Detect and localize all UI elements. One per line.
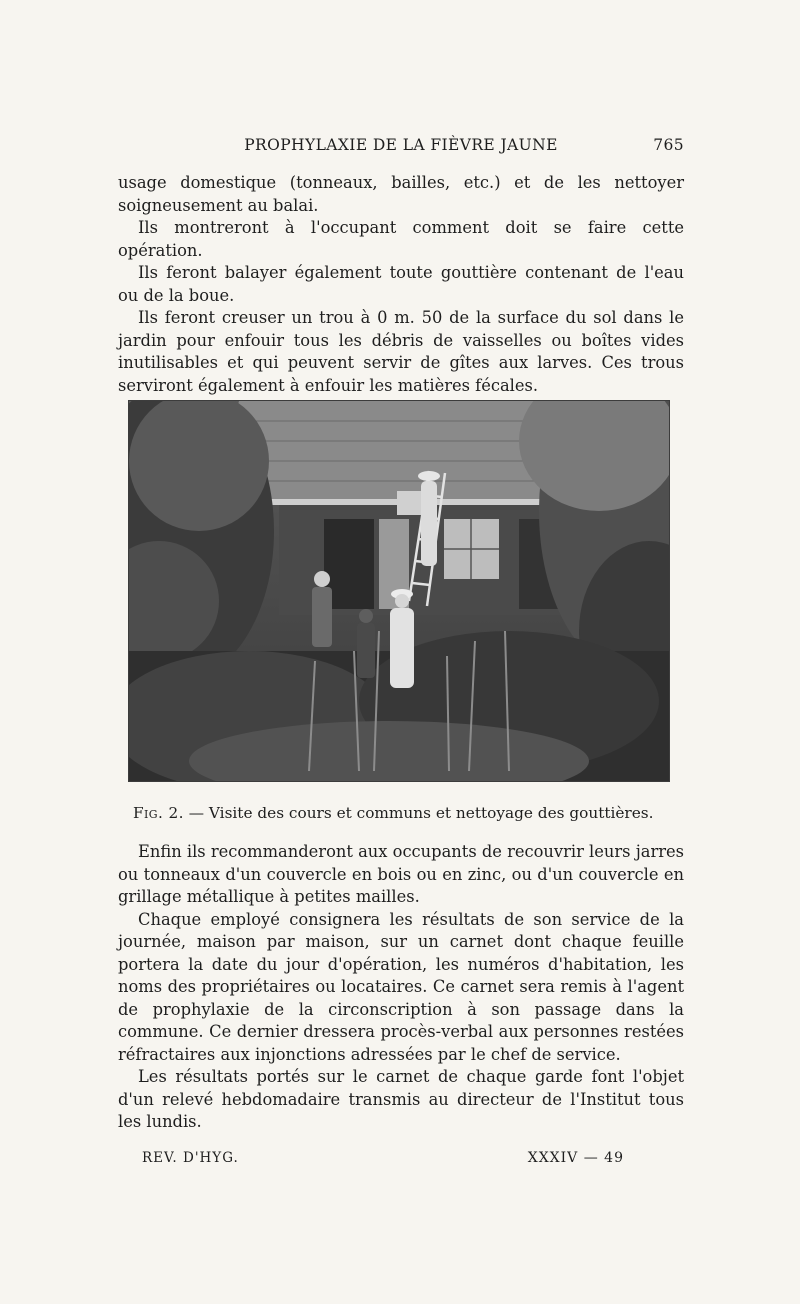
text-block-bottom bbox=[118, 841, 684, 1134]
paragraph: usage domestique (tonneaux, bailles, etc.) et de les nettoyer soigneusement au balai. bbox=[118, 173, 684, 215]
paragraph: Ils feront balayer également toute gouttière contenant de l'eau ou de la boue. bbox=[118, 263, 684, 305]
journal-abbreviation: REV. D'HYG. bbox=[142, 1150, 239, 1166]
paragraph: Enfin ils recommanderont aux occupants de recouvrir leurs jarres ou tonneaux d'un couvercle en bois ou en zinc, ou d'un couvercle en grillage métallique à petites mailles. bbox=[118, 842, 685, 906]
volume-signature: XXXIV — 49 bbox=[527, 1150, 624, 1166]
paragraph: Les résultats portés sur le carnet de chaque garde font l'objet d'un relevé hebdomadaire transmis au directeur de l'Institut tous les lundis. bbox=[118, 1067, 684, 1131]
paragraph: Ils montreront à l'occupant comment doit se faire cette opération. bbox=[118, 218, 684, 260]
figure-label: Fig. 2. bbox=[133, 804, 184, 822]
photo-garden-house bbox=[129, 401, 669, 781]
paragraph: Chaque employé consignera les résultats de son service de la journée, maison par maison, sur un carnet dont chaque feuille portera la date du jour d'opération, les numéros d'habitation, les noms des propriétaires ou locataires. Ce carnet sera remis à l'agent de prophylaxie de la circonscription à son passage dans la commune. Ce dernier dressera procès-verbal aux personnes restées réfractaires aux injonctions adressées par le chef de service. bbox=[118, 909, 684, 1064]
figure-caption-text: — Visite des cours et communs et nettoyage des gouttières. bbox=[183, 804, 654, 822]
paragraph: Ils feront creuser un trou à 0 m. 50 de la surface du sol dans le jardin pour enfouir tous les débris de vaisselles ou boîtes vides inutilisables et qui peuvent servir de gîtes aux larves. Ces trous serviront également à enfouir les matières fécales. bbox=[118, 308, 684, 395]
figure-caption bbox=[133, 804, 673, 822]
running-title: PROPHYLAXIE DE LA FIÈVRE JAUNE bbox=[244, 136, 558, 154]
page-number: 765 bbox=[653, 136, 684, 154]
text-block-top bbox=[118, 172, 684, 397]
figure-photograph bbox=[128, 400, 670, 782]
